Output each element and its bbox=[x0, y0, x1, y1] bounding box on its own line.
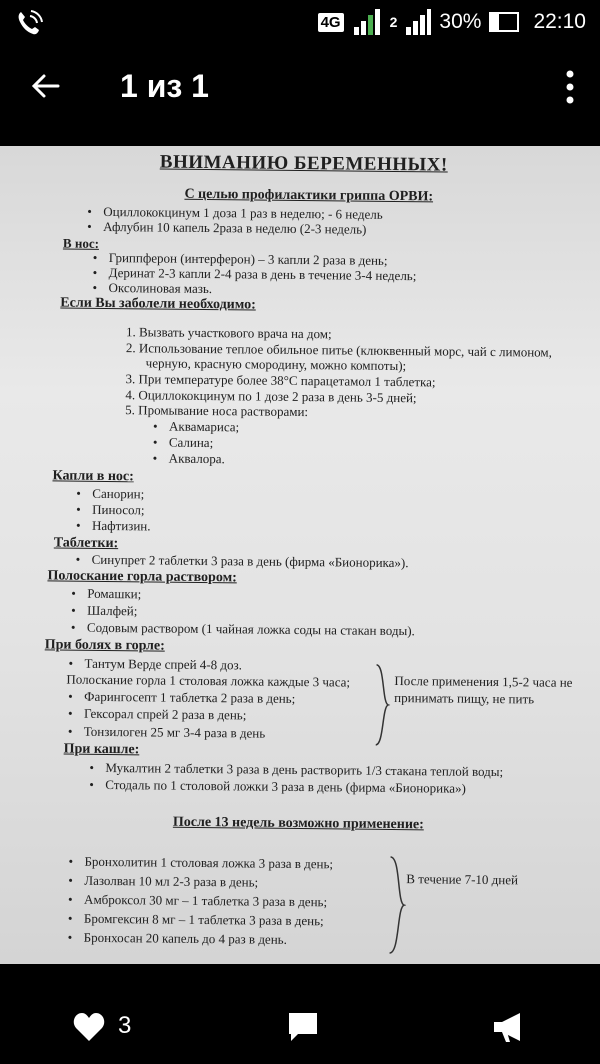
list-item: • Оксолиновая мазь. bbox=[108, 280, 212, 296]
list-item: • Синупрет 2 таблетки 3 раза в день (фирма «Бионорика»). bbox=[92, 552, 409, 570]
cough-heading: При кашле: bbox=[63, 741, 140, 758]
comment-icon[interactable] bbox=[286, 1010, 320, 1044]
status-bar bbox=[0, 0, 600, 44]
viewer-actions bbox=[0, 964, 600, 1064]
network-type-badge: 4G bbox=[318, 13, 344, 32]
list-item: • Оциллококцинум 1 доза 1 раз в неделю; - 6 недель bbox=[103, 204, 383, 222]
battery-icon bbox=[489, 12, 519, 32]
list-item: • Салина; bbox=[169, 435, 213, 450]
brace-shape bbox=[374, 663, 391, 747]
sim-slot-label: 2 bbox=[389, 14, 398, 30]
prevention-heading: С целью профилактики гриппа ОРВИ: bbox=[184, 186, 434, 205]
list-item: • Амброксол 30 мг – 1 таблетка 3 раза в день; bbox=[84, 892, 327, 910]
list-item: • Пиносол; bbox=[92, 502, 144, 518]
nose-heading: В нос: bbox=[62, 235, 100, 251]
list-item: • Фарингосепт 1 таблетка 2 раза в день; bbox=[84, 689, 295, 706]
list-item: • Шалфей; bbox=[87, 603, 137, 619]
list-item-continued: черную, красную смородину, можно компоты); bbox=[145, 355, 407, 374]
list-item: 2. Использование теплое обильное питье (клюквенный морс, чай с лимоном, bbox=[125, 340, 553, 360]
list-item: • Аквамариса; bbox=[169, 419, 239, 435]
signal-icon-sim1 bbox=[352, 9, 382, 35]
list-item: • Гриппферон (интерферон) – 3 капли 2 раза в день; bbox=[109, 250, 388, 268]
signal-icon-sim2 bbox=[405, 9, 431, 35]
document-photo[interactable] bbox=[0, 146, 600, 964]
after-heading: После 13 недель возможно применение: bbox=[172, 814, 424, 833]
image-counter: 1 из 1 bbox=[120, 68, 209, 104]
like-count: 3 bbox=[118, 1012, 132, 1039]
list-item: • Бронхолитин 1 столовая ложка 3 раза в день; bbox=[84, 854, 333, 872]
list-item: • Бромгексин 8 мг – 1 таблетка 3 раза в день; bbox=[84, 911, 324, 929]
list-item: • Содовым раствором (1 чайная ложка соды на стакан воды). bbox=[87, 620, 415, 638]
list-item: • Тонзилоген 25 мг 3-4 раза в день bbox=[84, 724, 266, 741]
list-item: • Ромашки; bbox=[87, 586, 141, 602]
back-arrow-icon[interactable] bbox=[30, 70, 62, 102]
list-item: • Санорин; bbox=[92, 486, 144, 502]
drops-heading: Капли в нос: bbox=[52, 468, 134, 485]
doc-title: ВНИМАНИЮ БЕРЕМЕННЫХ! bbox=[159, 151, 448, 176]
list-item: Полоскание горла 1 столовая ложка каждые 3 часа; bbox=[66, 671, 351, 690]
sick-heading: Если Вы заболели необходимо: bbox=[60, 295, 256, 313]
throat-heading: При болях в горле: bbox=[44, 637, 165, 654]
after-note: В течение 7-10 дней bbox=[406, 871, 519, 888]
battery-percent: 30% bbox=[439, 10, 482, 33]
list-item: • Нафтизин. bbox=[92, 518, 151, 534]
list-item: • Мукалтин 2 таблетки 3 раза в день растворить 1/3 стакана теплой воды; bbox=[105, 760, 503, 779]
list-item: 3. При температуре более 38°С парацетамол 1 таблетка; bbox=[125, 371, 436, 390]
list-item: • Афлубин 10 капель 2раза в неделю (2-3 недель) bbox=[103, 219, 366, 237]
list-item: • Стодаль по 1 столовой ложки 3 раза в день (фирма «Бионорика») bbox=[105, 777, 466, 796]
viewer-toolbar bbox=[0, 48, 600, 128]
list-item: • Лазолван 10 мл 2-3 раза в день; bbox=[84, 873, 258, 890]
list-item: • Бронхосан 20 капель до 4 раз в день. bbox=[84, 930, 287, 947]
clock: 22:10 bbox=[533, 10, 586, 33]
list-item: • Аквалора. bbox=[169, 451, 225, 467]
tablets-heading: Таблетки: bbox=[53, 535, 119, 552]
list-item: • Тантум Верде спрей 4-8 доз. bbox=[84, 656, 242, 673]
megaphone-share-icon[interactable] bbox=[492, 1010, 526, 1044]
list-item: 5. Промывание носа растворами: bbox=[125, 402, 309, 420]
list-item: • Деринат 2-3 капли 2-4 раза в день в течение 3-4 недель; bbox=[109, 265, 417, 283]
throat-note: После применения 1,5-2 часа не bbox=[394, 673, 573, 690]
gargle-heading: Полоскание горла раствором: bbox=[47, 568, 237, 586]
throat-note: принимать пищу, не пить bbox=[394, 690, 535, 707]
brace-shape bbox=[388, 855, 407, 955]
wifi-call-icon bbox=[14, 8, 44, 38]
list-item: 1. Вызвать участкового врача на дом; bbox=[125, 324, 332, 342]
list-item: 4. Оциллококцинум по 1 дозе 2 раза в день 3-5 дней; bbox=[125, 387, 417, 406]
heart-icon[interactable] bbox=[72, 1010, 106, 1044]
more-options-icon[interactable] bbox=[566, 70, 574, 104]
list-item: • Гексорал спрей 2 раза в день; bbox=[84, 706, 246, 723]
